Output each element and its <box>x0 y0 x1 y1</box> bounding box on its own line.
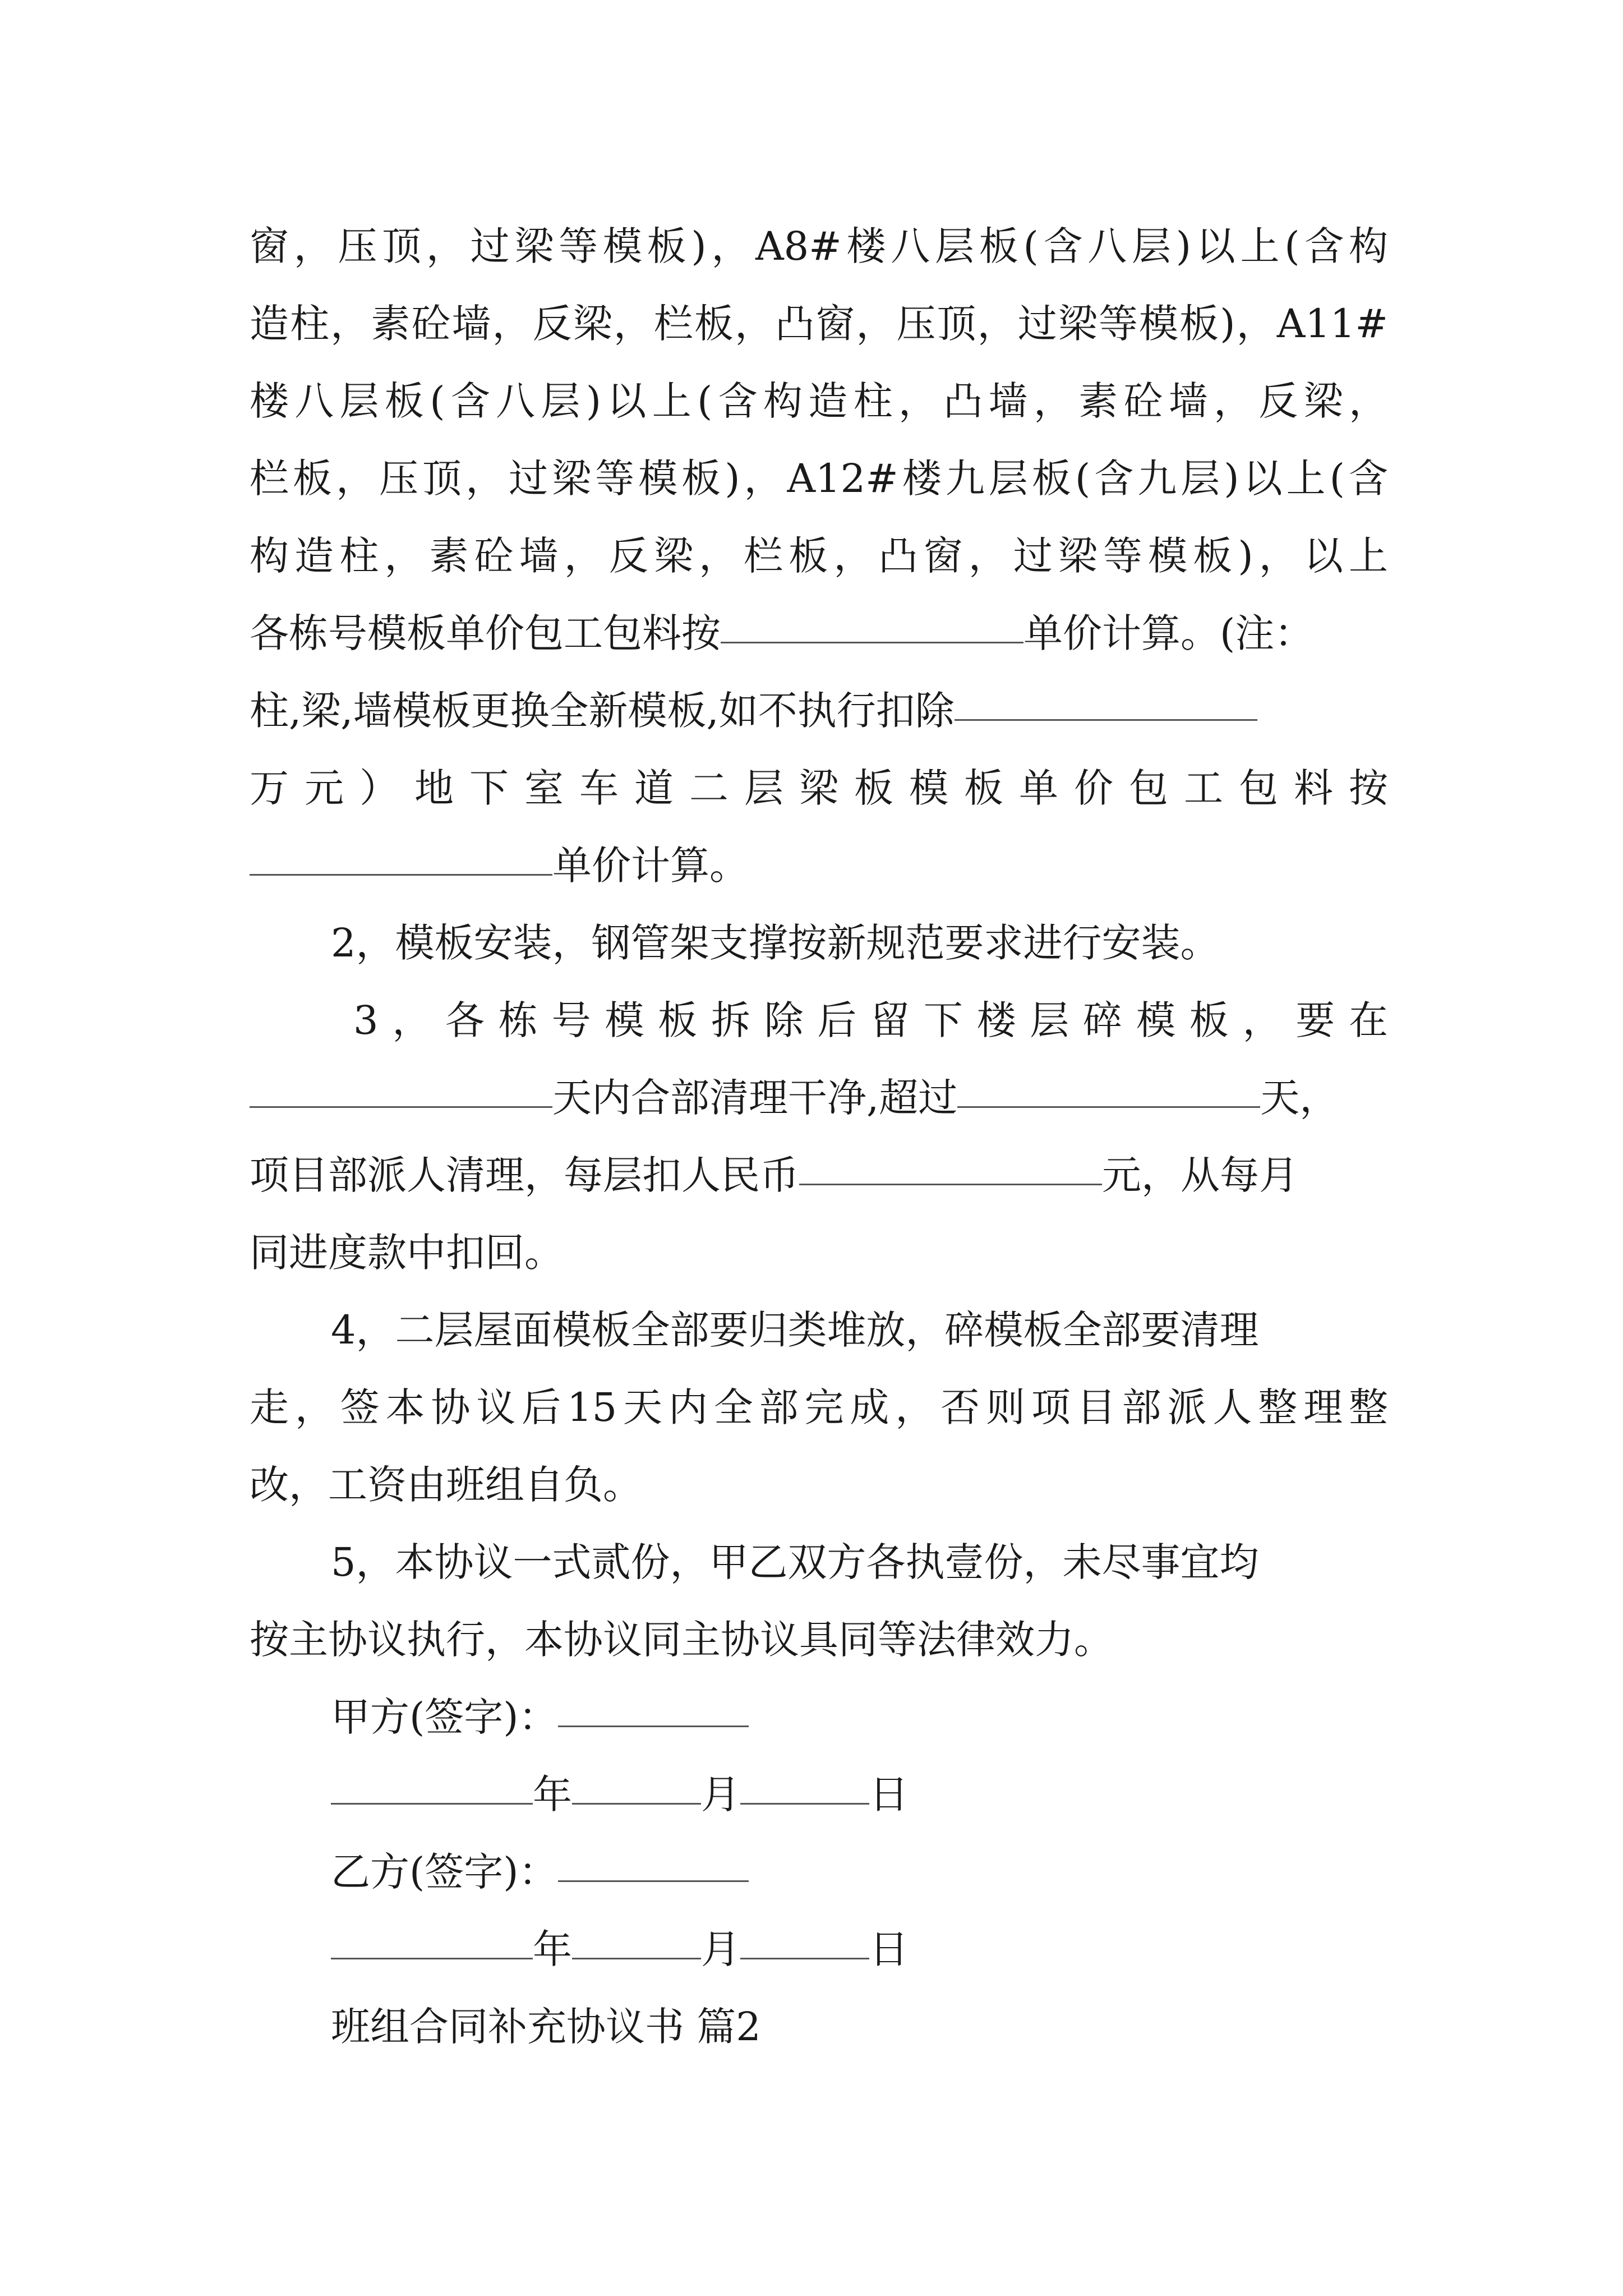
signature-blank <box>558 1880 749 1882</box>
paragraph-line: 2，模板安装，钢管架支撑按新规范要求进行安装。 <box>331 920 1220 966</box>
party-a-signature <box>331 1684 1388 1750</box>
signature-label: 甲方(签字)： <box>331 1694 558 1740</box>
month-label: 月 <box>701 1926 740 1972</box>
year-label: 年 <box>533 1926 572 1972</box>
day-label: 日 <box>869 1926 909 1972</box>
paragraph-line: 构造柱，素砼墙，反梁，栏板，凸窗，过梁等模板)，以上 <box>250 533 1388 579</box>
paragraph-line <box>250 600 1388 666</box>
fill-in-blank <box>799 1183 1102 1185</box>
line-text: 单价计算。(注： <box>1023 610 1314 656</box>
month-blank <box>572 1957 701 1959</box>
paragraph-line: 走，签本协议后15天内全部完成，否则项目部派人整理整 <box>250 1384 1388 1430</box>
paragraph-line: 栏板，压顶，过梁等模板)，A12#楼九层板(含九层)以上(含 <box>250 455 1388 501</box>
fill-in-blank <box>721 641 1023 643</box>
paragraph-line <box>250 1065 1388 1131</box>
paragraph-line <box>250 1142 1388 1208</box>
line-text: 元，从每月 <box>1102 1152 1298 1198</box>
day-label: 日 <box>869 1772 909 1818</box>
paragraph-line: 5，本协议一式贰份，甲乙双方各执壹份，未尽事宜均 <box>331 1539 1259 1585</box>
paragraph-line: 造柱，素砼墙，反梁，栏板，凸窗，压顶，过梁等模板)，A11# <box>250 301 1388 347</box>
fill-in-blank <box>250 873 552 876</box>
month-blank <box>572 1802 701 1805</box>
day-blank <box>740 1802 869 1805</box>
paragraph-line: 按主协议执行，本协议同主协议具同等法律效力。 <box>250 1617 1113 1663</box>
line-text: 项目部派人清理，每层扣人民币 <box>250 1152 799 1198</box>
party-b-signature <box>331 1839 1388 1905</box>
paragraph-line: 4，二层屋面模板全部要归类堆放，碎模板全部要清理 <box>331 1307 1259 1353</box>
section-title: 班组合同补充协议书 篇2 <box>331 2004 761 2050</box>
paragraph-line: 同进度款中扣回。 <box>250 1230 564 1276</box>
paragraph-line: 改，工资由班组自负。 <box>250 1462 642 1508</box>
paragraph-line: 窗，压顶，过梁等模板)，A8#楼八层板(含八层)以上(含构 <box>250 223 1388 269</box>
signature-label: 乙方(签字)： <box>331 1849 558 1895</box>
year-blank <box>331 1957 533 1959</box>
paragraph-line: 3，各栋号模板拆除后留下楼层碎模板，要在 <box>353 997 1388 1043</box>
paragraph-line <box>250 678 1388 744</box>
paragraph-line: 楼八层板(含八层)以上(含构造柱，凸墙，素砼墙，反梁， <box>250 378 1388 424</box>
party-b-date <box>331 1916 1388 1982</box>
line-text: 天， <box>1260 1075 1339 1121</box>
paragraph-line: 万元）地下室车道二层梁板模板单价包工包料按 <box>250 765 1388 811</box>
line-text: 柱,梁,墙模板更换全新模板,如不执行扣除 <box>250 688 955 734</box>
line-text: 天内合部清理干净,超过 <box>552 1075 958 1121</box>
fill-in-blank <box>955 719 1257 721</box>
paragraph-line <box>250 832 1388 899</box>
fill-in-blank <box>957 1106 1260 1108</box>
signature-blank <box>558 1725 749 1727</box>
line-text: 单价计算。 <box>552 843 749 889</box>
month-label: 月 <box>701 1772 740 1818</box>
fill-in-blank <box>250 1106 552 1108</box>
year-blank <box>331 1802 533 1805</box>
day-blank <box>740 1957 869 1959</box>
line-text: 各栋号模板单价包工包料按 <box>250 610 721 656</box>
year-label: 年 <box>533 1772 572 1818</box>
party-a-date <box>331 1761 1388 1828</box>
